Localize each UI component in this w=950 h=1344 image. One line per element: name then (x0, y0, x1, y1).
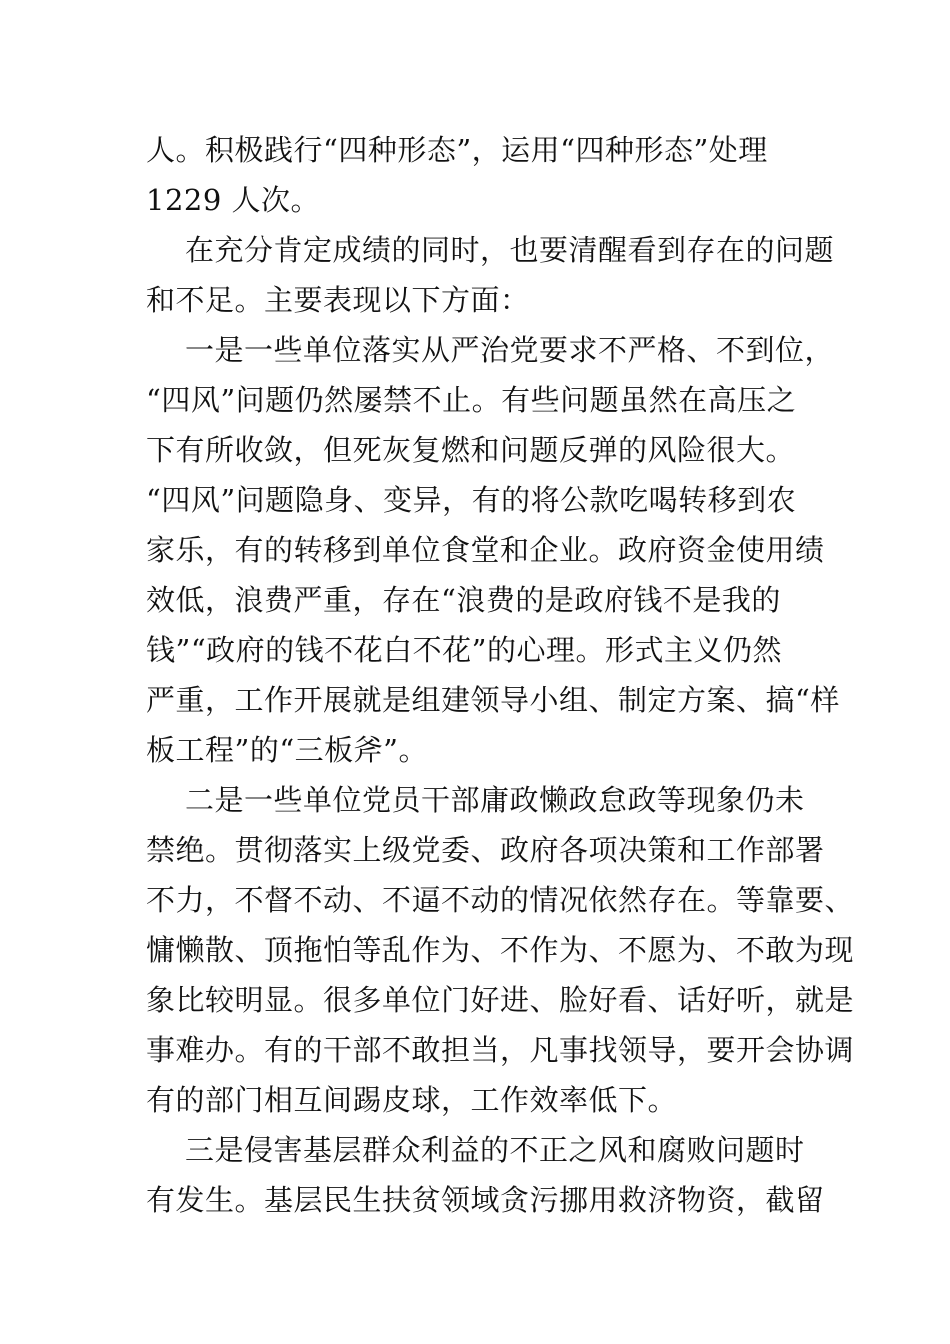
text-line: 不力，不督不动、不逼不动的情况依然存在。等靠要、 (146, 883, 855, 917)
paragraph-start-line: 三是侵害基层群众利益的不正之风和腐败问题时 (185, 1133, 805, 1167)
text-line: 慵懒散、顶拖怕等乱作为、不作为、不愿为、不敢为现 (146, 933, 855, 967)
text-line: “四风”问题隐身、变异，有的将公款吃喝转移到农 (146, 483, 797, 517)
text-line: 有的部门相互间踢皮球，工作效率低下。 (146, 1083, 678, 1117)
text-line: 家乐，有的转移到单位食堂和企业。政府资金使用绩 (146, 533, 825, 567)
paragraph-start-line: 一是一些单位落实从严治党要求不严格、不到位， (185, 333, 835, 367)
text-line: “四风”问题仍然屡禁不止。有些问题虽然在高压之 (146, 383, 797, 417)
text-line: 人。积极践行“四种形态”，运用“四种形态”处理 (146, 133, 768, 167)
paragraph-start-line: 在充分肯定成绩的同时，也要清醒看到存在的问题 (185, 233, 835, 267)
text-line: 效低，浪费严重，存在“浪费的是政府钱不是我的 (146, 583, 781, 617)
text-line: 和不足。主要表现以下方面： (146, 283, 530, 317)
text-line: 下有所收敛，但死灰复燃和问题反弹的风险很大。 (146, 433, 796, 467)
text-line: 板工程”的“三板斧”。 (146, 733, 428, 767)
text-line: 禁绝。贯彻落实上级党委、政府各项决策和工作部署 (146, 833, 825, 867)
text-line: 钱”“政府的钱不花白不花”的心理。形式主义仍然 (146, 633, 782, 667)
text-line: 1229 人次。 (146, 183, 321, 217)
paragraph-start-line: 二是一些单位党员干部庸政懒政怠政等现象仍未 (185, 783, 805, 817)
text-line: 严重，工作开展就是组建领导小组、制定方案、搞“样 (146, 683, 840, 717)
text-line: 事难办。有的干部不敢担当，凡事找领导，要开会协调 (146, 1033, 855, 1067)
text-line: 象比较明显。很多单位门好进、脸好看、话好听，就是 (146, 983, 855, 1017)
text-line: 有发生。基层民生扶贫领域贪污挪用救济物资，截留 (146, 1183, 825, 1217)
